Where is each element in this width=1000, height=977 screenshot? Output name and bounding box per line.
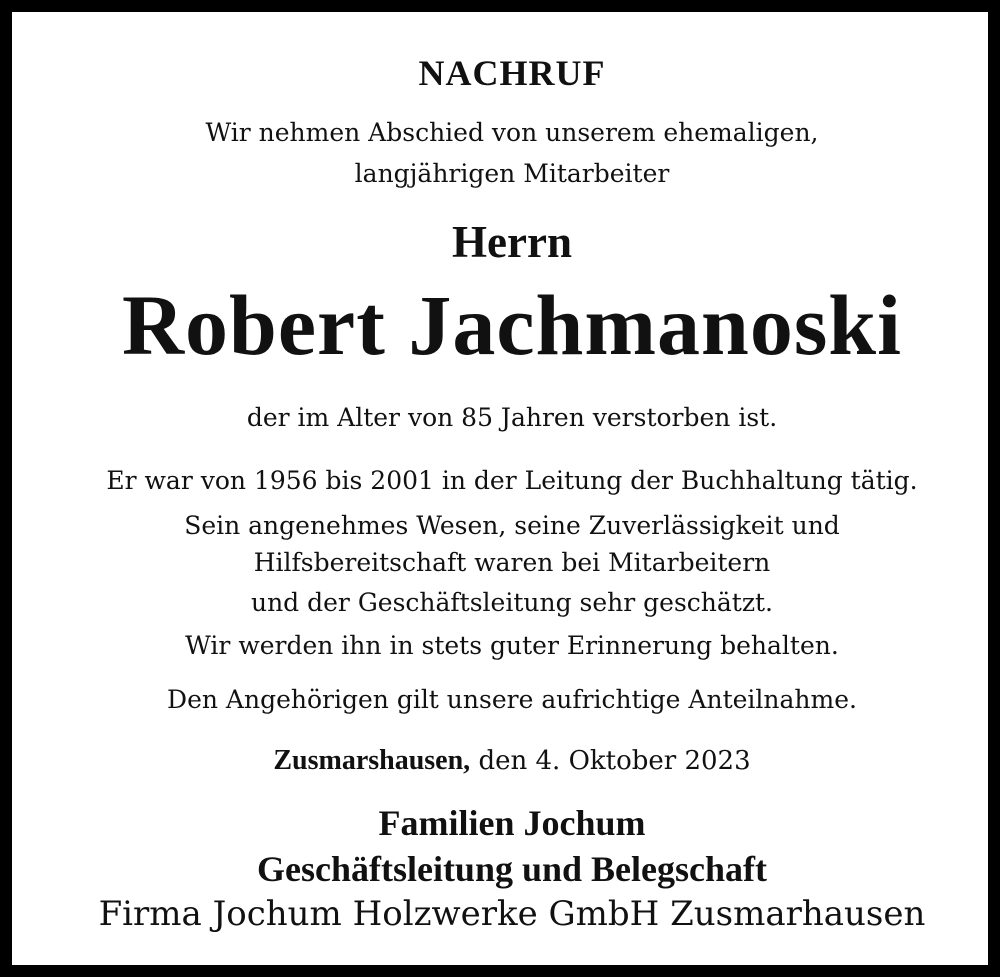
intro-line-2: langjährigen Mitarbeiter: [354, 159, 670, 188]
tribute-line-5: Wir werden ihn in stets guter Erinnerung behalten.: [185, 631, 839, 660]
deceased-name: Robert Jachmanoski: [121, 277, 903, 373]
place: Zusmarshausen,: [273, 745, 471, 776]
intro-line-1: Wir nehmen Abschied von unserem ehemaligen,: [205, 118, 819, 147]
condolence: Den Angehörigen gilt unsere aufrichtige Anteilnahme.: [167, 685, 857, 714]
notice-heading: NACHRUF: [418, 53, 606, 93]
signatory-company: Firma Jochum Holzwerke GmbH Zusmarhausen: [98, 894, 926, 934]
tribute-line-2: Sein angenehmes Wesen, seine Zuverlässigkeit und: [184, 511, 840, 540]
salutation: Herrn: [452, 217, 572, 267]
place-and-date: [12, 745, 1000, 777]
signatory-management: Geschäftsleitung und Belegschaft: [256, 849, 767, 889]
death-note: der im Alter von 85 Jahren verstorben ist.: [246, 403, 778, 432]
date: den 4. Oktober 2023: [478, 746, 751, 776]
tribute-line-4: und der Geschäftsleitung sehr geschätzt.: [250, 588, 774, 617]
signatory-family: Familien Jochum: [378, 803, 646, 843]
tribute-line-3: Hilfsbereitschaft waren bei Mitarbeitern: [253, 548, 771, 577]
tribute-line-1: Er war von 1956 bis 2001 in der Leitung der Buchhaltung tätig.: [106, 466, 918, 495]
